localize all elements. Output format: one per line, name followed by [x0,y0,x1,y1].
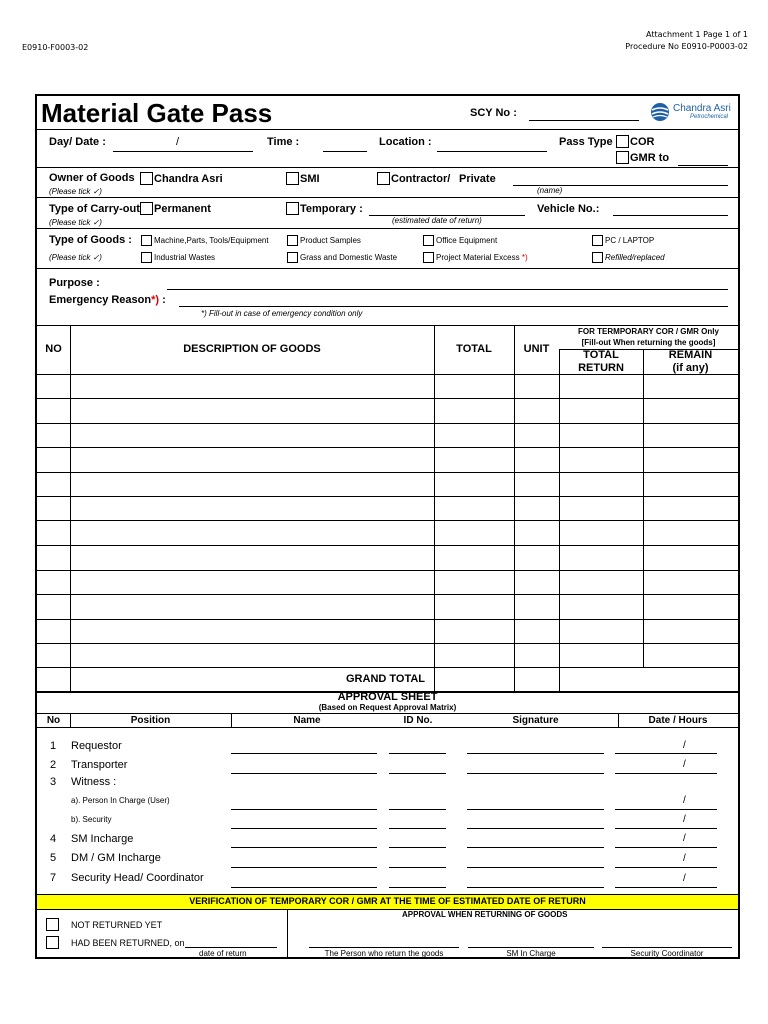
approval-date-slash: / [683,833,686,844]
purpose-label: Purpose : [49,277,100,289]
carry-out-hint: (Please tick ✓) [49,218,102,227]
approval-date-field[interactable] [615,809,717,810]
not-returned-checkbox[interactable] [46,918,59,931]
time-field[interactable] [323,151,367,152]
approval-no: 2 [50,759,57,771]
approval-name-field[interactable] [231,753,377,754]
company-logo [650,101,735,123]
industrial-label: Industrial Wastes [154,253,216,262]
returner-label: The Person who return the goods [324,949,444,958]
temporary-checkbox[interactable] [286,202,299,215]
approval-date-field[interactable] [615,753,717,754]
security-signature-field[interactable] [602,947,732,948]
col-remain: REMAIN (if any) [668,349,713,374]
vehicle-field[interactable] [613,215,728,216]
approval-returning-title: APPROVAL WHEN RETURNING OF GOODS [402,910,568,919]
approval-date-slash: / [683,853,686,864]
approval-no: 5 [50,852,57,864]
approval-col-name: Name [293,715,321,726]
approval-position: a). Person In Charge (User) [71,796,170,805]
attachment-label: Attachment 1 Page 1 of 1 [646,30,748,39]
security-label: Security Coordinator [630,949,704,958]
goods-type-hint: (Please tick ✓) [49,253,102,262]
permanent-label: Permanent [154,203,211,215]
contractor-label: Contractor/ [391,173,451,185]
approval-date-field[interactable] [615,828,717,829]
approval-id-field[interactable] [389,773,446,774]
approval-title: APPROVAL SHEET [337,691,438,703]
cor-checkbox[interactable] [616,135,629,148]
approval-name-field[interactable] [231,847,377,848]
table-row [37,447,738,448]
returner-signature-field[interactable] [309,947,459,948]
col-description: DESCRIPTION OF GOODS [183,343,321,355]
approval-id-field[interactable] [389,867,446,868]
return-date-input[interactable] [185,947,277,948]
pc-laptop-checkbox[interactable] [592,235,603,246]
table-row [37,619,738,620]
scy-field[interactable] [529,120,639,121]
sm-signature-field[interactable] [468,947,594,948]
table-row [37,472,738,473]
vehicle-label: Vehicle No.: [537,203,600,215]
industrial-checkbox[interactable] [141,252,152,263]
temporary-label: Temporary : [300,203,363,215]
cor-label: COR [630,136,655,148]
owner-hint: (Please tick ✓) [49,187,102,196]
gmr-to-field[interactable] [678,165,728,166]
page-title: Material Gate Pass [41,98,273,128]
smi-label: SMI [300,173,320,185]
table-row [37,545,738,546]
approval-id-field[interactable] [389,753,446,754]
office-label: Office Equipment [436,236,498,245]
approval-col-id: ID No. [403,715,433,726]
approval-col-signature: Signature [512,715,559,726]
refilled-label: Refilled/replaced [605,253,665,262]
location-label: Location : [379,136,432,148]
emergency-label: Emergency Reason*) : [49,294,166,306]
col-total-return: TOTAL RETURN [578,349,624,374]
table-row [37,423,738,424]
approval-no: 3 [50,776,57,788]
approval-date-field[interactable] [615,773,717,774]
grass-checkbox[interactable] [287,252,298,263]
contractor-checkbox[interactable] [377,172,390,185]
approval-subtitle: (Based on Request Approval Matrix) [318,703,457,712]
chandra-asri-checkbox[interactable] [140,172,153,185]
machine-label: Machine,Parts, Tools/Equipment [154,236,269,245]
document-code: E0910-F0003-02 [22,43,89,52]
samples-checkbox[interactable] [287,235,298,246]
gmr-label: GMR to [630,152,670,164]
location-field[interactable] [437,151,547,152]
approval-date-slash: / [683,740,686,751]
logo-sub: Petrochemical [690,114,729,120]
gate-pass-form [35,94,740,959]
approval-name-field[interactable] [231,887,377,888]
permanent-checkbox[interactable] [140,202,153,215]
date-of-return-hint: date of return [199,949,247,958]
approval-date-slash: / [683,873,686,884]
approval-name-field[interactable] [231,828,377,829]
pass-type-label: Pass Type [559,136,613,148]
verification-banner: VERIFICATION OF TEMPORARY COR / GMR AT THE TIME OF ESTIMATED DATE OF RETURN [37,895,738,909]
scy-label: SCY No : [470,107,517,119]
approval-date-slash: / [683,814,686,825]
chandra-asri-label: Chandra Asri [154,173,223,185]
emergency-field[interactable] [179,306,728,307]
approval-signature-field[interactable] [467,847,604,848]
pc-laptop-label: PC / LAPTOP [605,236,655,245]
gmr-checkbox[interactable] [616,151,629,164]
approval-id-field[interactable] [389,887,446,888]
logo-brand: Chandra Asri [673,103,731,114]
temporary-note-2: [Fill-out When returning the goods] [581,338,716,347]
time-label: Time : [267,136,300,148]
approval-position: DM / GM Incharge [71,852,161,864]
approval-name-field[interactable] [231,867,377,868]
procedure-number: Procedure No E0910-P0003-02 [625,42,748,51]
sm-label: SM In Charge [506,949,556,958]
col-total: TOTAL [456,343,492,355]
date-slash: / [176,136,180,148]
had-returned-checkbox[interactable] [46,936,59,949]
approval-position: Transporter [71,759,128,771]
col-unit: UNIT [523,343,550,355]
table-row [37,667,738,668]
goods-type-label: Type of Goods : [49,234,132,246]
approval-position: Security Head/ Coordinator [71,872,204,884]
col-no: NO [45,343,62,355]
table-row [37,594,738,595]
approval-date-slash: / [683,795,686,806]
project-excess-checkbox[interactable] [423,252,434,263]
approval-signature-field[interactable] [467,753,604,754]
approval-no: 4 [50,833,57,845]
approval-position: b). Security [71,815,112,824]
grass-label: Grass and Domestic Waste [300,253,398,262]
owner-label: Owner of Goods [49,172,135,184]
approval-signature-field[interactable] [467,828,604,829]
owner-name-hint: (name) [537,186,563,195]
project-excess-label: Project Material Excess *) [436,253,528,262]
approval-name-field[interactable] [231,809,377,810]
approval-position: SM Incharge [71,833,134,845]
approval-col-date: Date / Hours [648,715,708,726]
table-row [37,496,738,497]
samples-label: Product Samples [300,236,361,245]
approval-position: Witness : [71,776,117,788]
office-checkbox[interactable] [423,235,434,246]
grand-total-label: GRAND TOTAL [346,673,426,685]
temporary-note-1: FOR TERMPORARY COR / GMR Only [578,327,719,336]
table-row [37,520,738,521]
carry-out-label: Type of Carry-out [49,203,140,215]
approval-name-field[interactable] [231,773,377,774]
private-label: Private [459,173,496,185]
approval-no: 7 [50,872,57,884]
smi-checkbox[interactable] [286,172,299,185]
approval-col-no: No [46,715,61,726]
purpose-field[interactable] [167,289,728,290]
approval-id-field[interactable] [389,809,446,810]
approval-signature-field[interactable] [467,887,604,888]
emergency-note: *) Fill-out in case of emergency condition only [201,309,363,318]
table-row [37,643,738,644]
approval-date-field[interactable] [615,887,717,888]
approval-id-field[interactable] [389,847,446,848]
had-returned-label: HAD BEEN RETURNED, on [71,938,185,948]
approval-signature-field[interactable] [467,809,604,810]
return-date-hint: (estimated date of return) [392,216,482,225]
table-row [37,398,738,399]
approval-signature-field[interactable] [467,867,604,868]
machine-checkbox[interactable] [141,235,152,246]
approval-id-field[interactable] [389,828,446,829]
date-field[interactable] [113,151,253,152]
not-returned-label: NOT RETURNED YET [71,920,163,930]
approval-date-field[interactable] [615,867,717,868]
globe-logo-icon [650,102,670,122]
approval-date-field[interactable] [615,847,717,848]
approval-col-position: Position [130,715,171,726]
approval-position: Requestor [71,740,122,752]
approval-signature-field[interactable] [467,773,604,774]
approval-date-slash: / [683,759,686,770]
refilled-checkbox[interactable] [592,252,603,263]
table-row [37,570,738,571]
approval-no: 1 [50,740,57,752]
day-date-label: Day/ Date : [49,136,106,148]
